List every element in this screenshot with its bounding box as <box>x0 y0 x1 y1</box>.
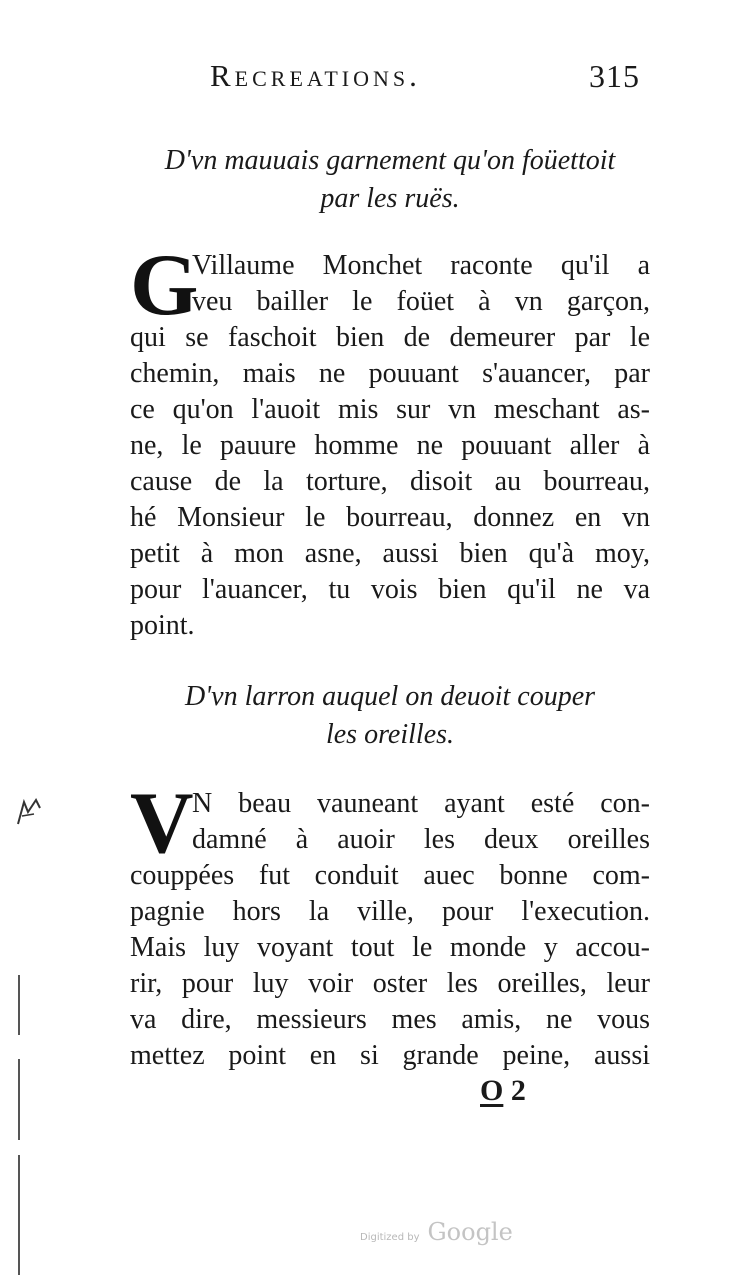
section-heading-line: par les ruës. <box>320 183 460 214</box>
text-line: Villaume Monchet raconte qu'il a <box>192 250 650 281</box>
text-line: mettez point en si grande peine, aussi <box>130 1040 650 1071</box>
signature-letter: O <box>480 1074 504 1107</box>
text-line: va dire, messieurs mes amis, ne vous <box>130 1004 650 1035</box>
section-heading-line: D'vn larron auquel on deuoit couper <box>184 681 596 712</box>
text-line: rir, pour luy voir oster les oreilles, leur <box>130 968 650 999</box>
text-line: veu bailler le foüet à vn garçon, <box>192 286 650 317</box>
section-heading <box>130 142 650 218</box>
text-line: pour l'auancer, tu vois bien qu'il ne va <box>130 574 650 605</box>
text-line: cause de la torture, disoit au bourreau, <box>130 466 650 497</box>
digitized-by-text: Digitized by <box>360 1232 420 1243</box>
text-line: pagnie hors la ville, pour l'execution. <box>130 896 650 927</box>
section-heading-line: D'vn mauuais garnement qu'on foüettoit <box>164 145 616 176</box>
text-line: ce qu'on l'auoit mis sur vn meschant as- <box>130 394 650 425</box>
google-logo: Google <box>427 1218 513 1246</box>
text-line: petit à mon asne, aussi bien qu'à moy, <box>130 538 650 569</box>
text-line: N beau vauneant ayant esté con- <box>192 788 650 819</box>
text-line: ne, le pauure homme ne pouuant aller à <box>130 430 650 461</box>
section-heading-line: les oreilles. <box>325 719 455 750</box>
digitized-watermark <box>360 1218 513 1246</box>
text-line: qui se faschoit bien de demeurer par le <box>130 322 650 353</box>
section-heading <box>130 678 650 754</box>
page-number: 315 <box>589 58 640 94</box>
running-head <box>210 58 640 102</box>
signature-number: 2 <box>510 1074 526 1107</box>
margin-rule <box>18 975 20 1275</box>
drop-cap: G <box>130 237 199 334</box>
paragraph-lines <box>130 237 650 644</box>
text-line: couppées fut conduit auec bonne com- <box>130 860 650 891</box>
text-line: Mais luy voyant tout le monde y accou- <box>130 932 650 963</box>
paragraph-lines <box>130 775 650 1074</box>
running-title: Recreations. <box>210 58 421 93</box>
text-line: damné à auoir les deux oreilles <box>192 824 650 855</box>
signature-mark <box>480 1074 526 1108</box>
margin-annotation-icon <box>14 794 44 830</box>
text-line: hé Monsieur le bourreau, donnez en vn <box>130 502 650 533</box>
text-line: point. <box>130 610 195 641</box>
text-line: chemin, mais ne pouuant s'auancer, par <box>130 358 650 389</box>
drop-cap: V <box>130 775 194 872</box>
